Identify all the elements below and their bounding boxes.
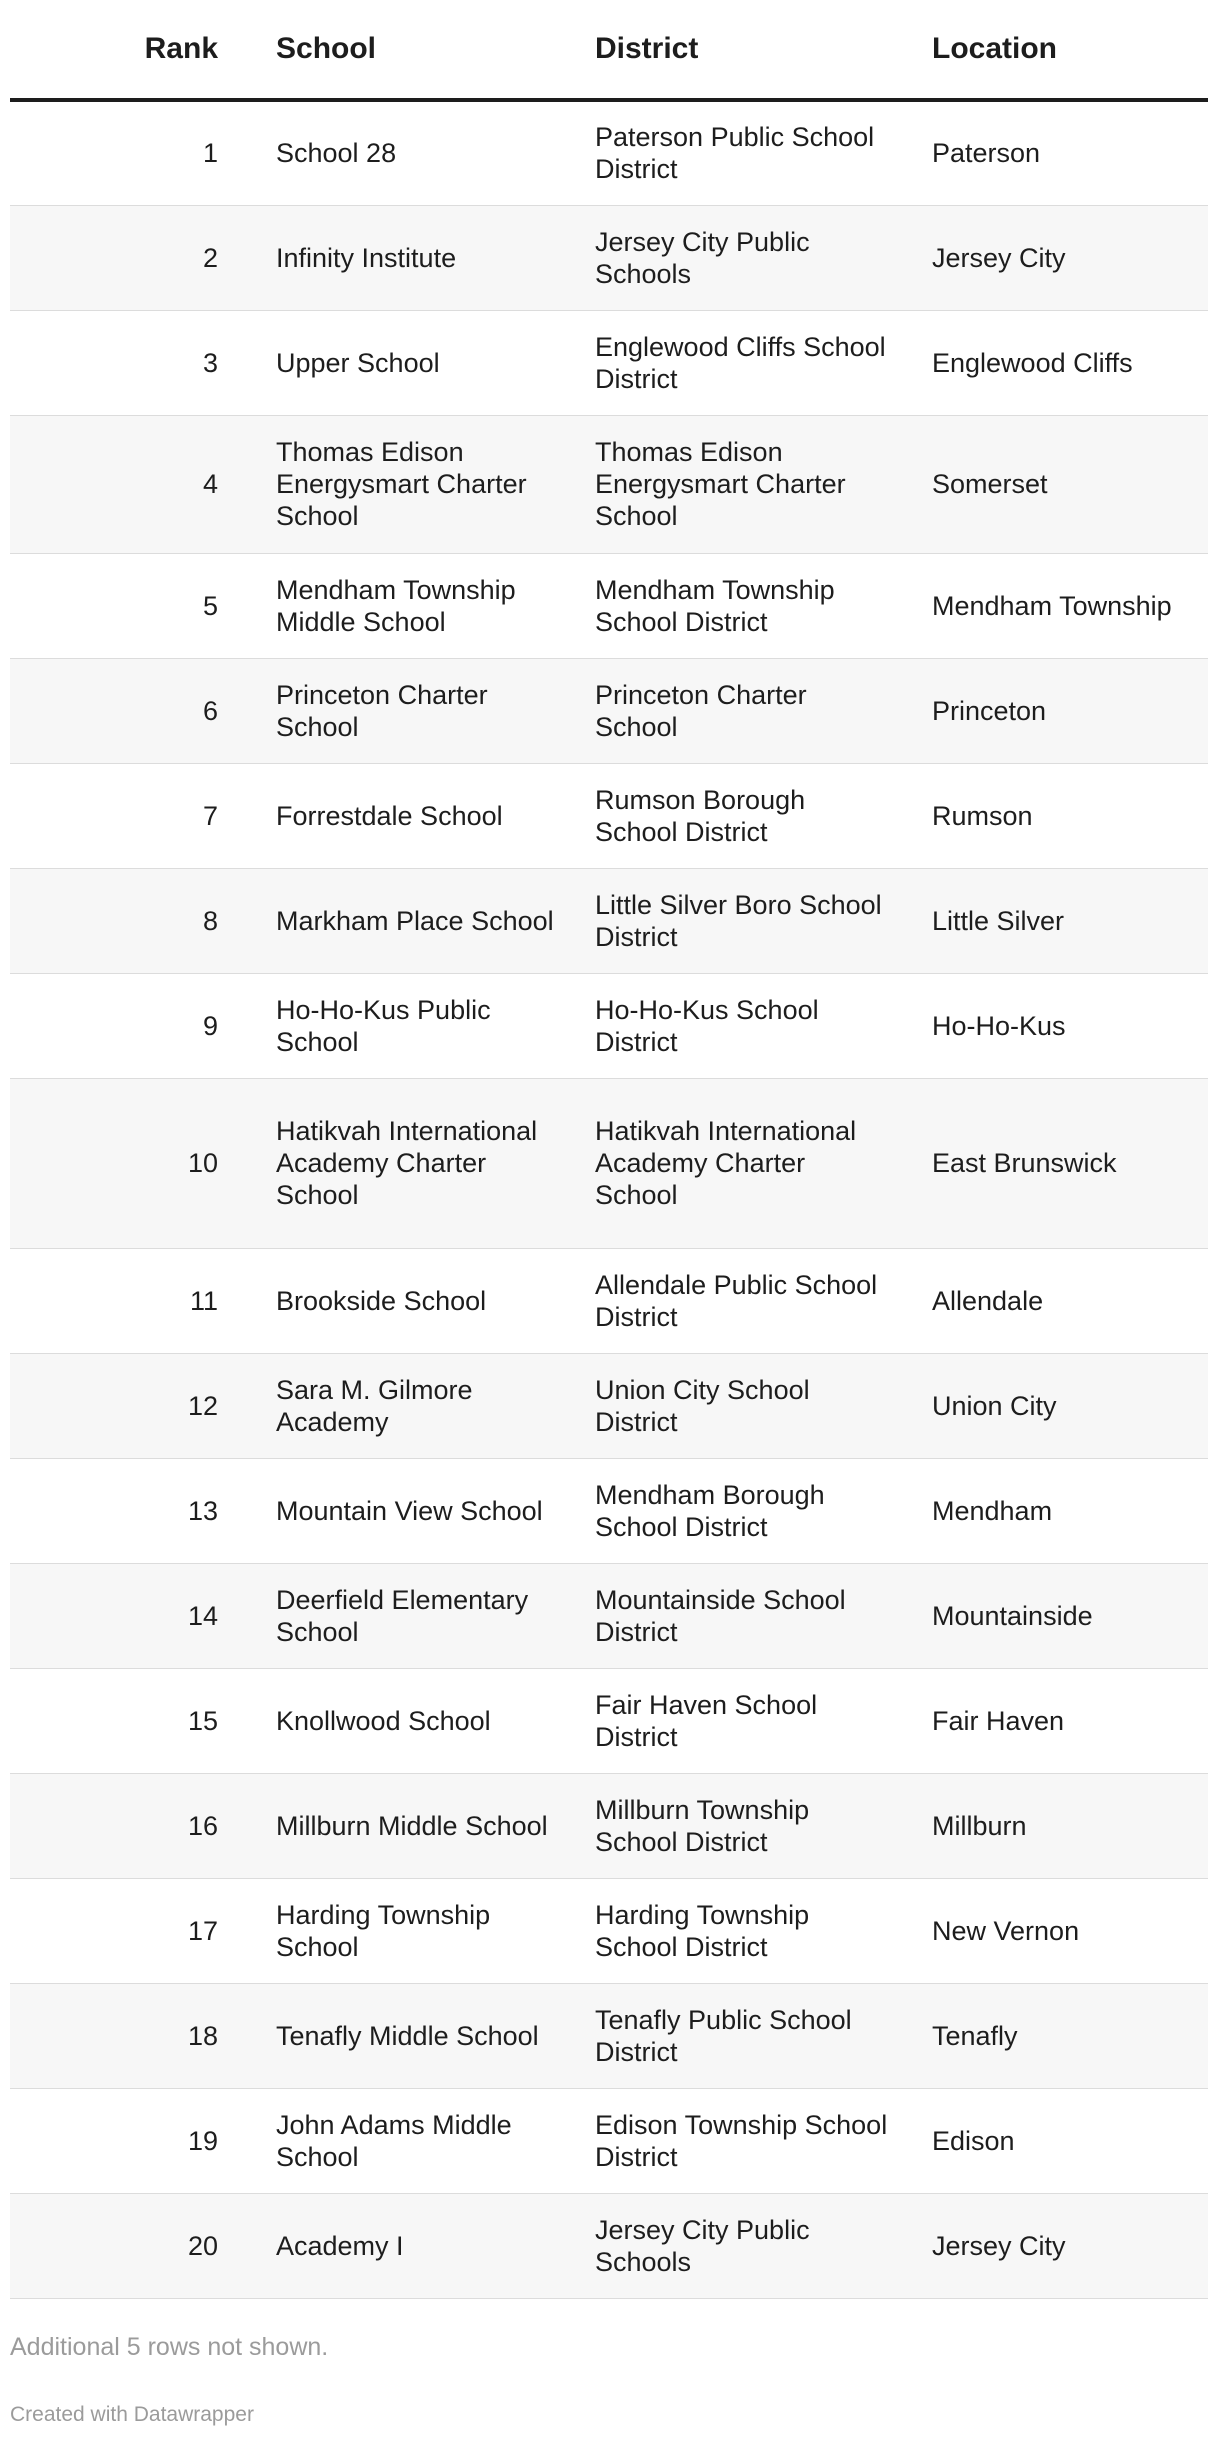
district-cell: Harding Township School District — [571, 1878, 908, 1983]
district-cell: Paterson Public School District — [571, 100, 908, 205]
location-cell: Mendham — [908, 1458, 1208, 1563]
table-body — [10, 100, 1208, 2298]
table-row — [10, 205, 1208, 310]
table-row — [10, 1458, 1208, 1563]
district-cell: Mountainside School District — [571, 1563, 908, 1668]
table-row — [10, 973, 1208, 1078]
table-row — [10, 2193, 1208, 2298]
district-cell: Little Silver Boro School District — [571, 868, 908, 973]
school-cell: Deerfield Elementary School — [252, 1563, 571, 1668]
column-header-location[interactable]: Location — [908, 0, 1208, 100]
table-row — [10, 310, 1208, 415]
location-cell: Somerset — [908, 415, 1208, 553]
rank-cell: 12 — [10, 1353, 252, 1458]
table-row — [10, 1878, 1208, 1983]
rank-cell: 10 — [10, 1078, 252, 1248]
rank-cell: 8 — [10, 868, 252, 973]
rank-cell: 13 — [10, 1458, 252, 1563]
school-cell: Mendham Township Middle School — [252, 553, 571, 658]
rank-cell: 9 — [10, 973, 252, 1078]
school-cell: Thomas Edison Energysmart Charter School — [252, 415, 571, 553]
table-row — [10, 1248, 1208, 1353]
school-cell: Hatikvah International Academy Charter School — [252, 1078, 571, 1248]
rank-cell: 1 — [10, 100, 252, 205]
school-cell: Infinity Institute — [252, 205, 571, 310]
rank-cell: 2 — [10, 205, 252, 310]
location-cell: Paterson — [908, 100, 1208, 205]
column-header-school[interactable]: School — [252, 0, 571, 100]
school-cell: Brookside School — [252, 1248, 571, 1353]
table-row — [10, 553, 1208, 658]
rows-not-shown-note: Additional 5 rows not shown. — [10, 2333, 329, 2361]
district-cell: Millburn Township School District — [571, 1773, 908, 1878]
school-cell: Academy I — [252, 2193, 571, 2298]
column-header-rank[interactable]: Rank — [10, 0, 252, 100]
school-cell: Tenafly Middle School — [252, 1983, 571, 2088]
district-cell: Jersey City Public Schools — [571, 2193, 908, 2298]
location-cell: Englewood Cliffs — [908, 310, 1208, 415]
rank-cell: 7 — [10, 763, 252, 868]
location-cell: Fair Haven — [908, 1668, 1208, 1773]
table-row — [10, 2088, 1208, 2193]
location-cell: Allendale — [908, 1248, 1208, 1353]
school-cell: Knollwood School — [252, 1668, 571, 1773]
location-cell: Little Silver — [908, 868, 1208, 973]
rank-cell: 19 — [10, 2088, 252, 2193]
district-cell: Princeton Charter School — [571, 658, 908, 763]
table-row — [10, 1078, 1208, 1248]
location-cell: Edison — [908, 2088, 1208, 2193]
rank-cell: 5 — [10, 553, 252, 658]
table-header-row — [10, 0, 1208, 100]
school-cell: Princeton Charter School — [252, 658, 571, 763]
table-row — [10, 763, 1208, 868]
district-cell: Tenafly Public School District — [571, 1983, 908, 2088]
rank-cell: 6 — [10, 658, 252, 763]
school-cell: Harding Township School — [252, 1878, 571, 1983]
district-cell: Englewood Cliffs School District — [571, 310, 908, 415]
district-cell: Allendale Public School District — [571, 1248, 908, 1353]
location-cell: East Brunswick — [908, 1078, 1208, 1248]
table-row — [10, 1353, 1208, 1458]
table-row — [10, 1668, 1208, 1773]
location-cell: New Vernon — [908, 1878, 1208, 1983]
location-cell: Tenafly — [908, 1983, 1208, 2088]
district-cell: Rumson Borough School District — [571, 763, 908, 868]
district-cell: Jersey City Public Schools — [571, 205, 908, 310]
table-row — [10, 868, 1208, 973]
district-cell: Mendham Borough School District — [571, 1458, 908, 1563]
location-cell: Ho-Ho-Kus — [908, 973, 1208, 1078]
rank-cell: 15 — [10, 1668, 252, 1773]
rank-cell: 16 — [10, 1773, 252, 1878]
district-cell: Hatikvah International Academy Charter School — [571, 1078, 908, 1248]
school-cell: Forrestdale School — [252, 763, 571, 868]
schools-table — [10, 0, 1208, 2299]
district-cell: Fair Haven School District — [571, 1668, 908, 1773]
school-cell: Markham Place School — [252, 868, 571, 973]
datawrapper-credit[interactable]: Created with Datawrapper — [10, 2403, 254, 2426]
table-row — [10, 1773, 1208, 1878]
location-cell: Mendham Township — [908, 553, 1208, 658]
column-header-district[interactable]: District — [571, 0, 908, 100]
table-row — [10, 415, 1208, 553]
school-cell: Mountain View School — [252, 1458, 571, 1563]
school-cell: Ho-Ho-Kus Public School — [252, 973, 571, 1078]
table-container — [10, 0, 1208, 2299]
table-row — [10, 658, 1208, 763]
table-row — [10, 1563, 1208, 1668]
school-cell: Sara M. Gilmore Academy — [252, 1353, 571, 1458]
location-cell: Jersey City — [908, 205, 1208, 310]
rank-cell: 17 — [10, 1878, 252, 1983]
location-cell: Jersey City — [908, 2193, 1208, 2298]
district-cell: Union City School District — [571, 1353, 908, 1458]
table-row — [10, 100, 1208, 205]
rank-cell: 20 — [10, 2193, 252, 2298]
rank-cell: 11 — [10, 1248, 252, 1353]
school-cell: School 28 — [252, 100, 571, 205]
school-cell: John Adams Middle School — [252, 2088, 571, 2193]
location-cell: Union City — [908, 1353, 1208, 1458]
rank-cell: 3 — [10, 310, 252, 415]
district-cell: Mendham Township School District — [571, 553, 908, 658]
location-cell: Mountainside — [908, 1563, 1208, 1668]
school-cell: Upper School — [252, 310, 571, 415]
school-cell: Millburn Middle School — [252, 1773, 571, 1878]
district-cell: Ho-Ho-Kus School District — [571, 973, 908, 1078]
rank-cell: 4 — [10, 415, 252, 553]
location-cell: Rumson — [908, 763, 1208, 868]
rank-cell: 18 — [10, 1983, 252, 2088]
table-row — [10, 1983, 1208, 2088]
rank-cell: 14 — [10, 1563, 252, 1668]
district-cell: Edison Township School District — [571, 2088, 908, 2193]
location-cell: Princeton — [908, 658, 1208, 763]
location-cell: Millburn — [908, 1773, 1208, 1878]
district-cell: Thomas Edison Energysmart Charter School — [571, 415, 908, 553]
